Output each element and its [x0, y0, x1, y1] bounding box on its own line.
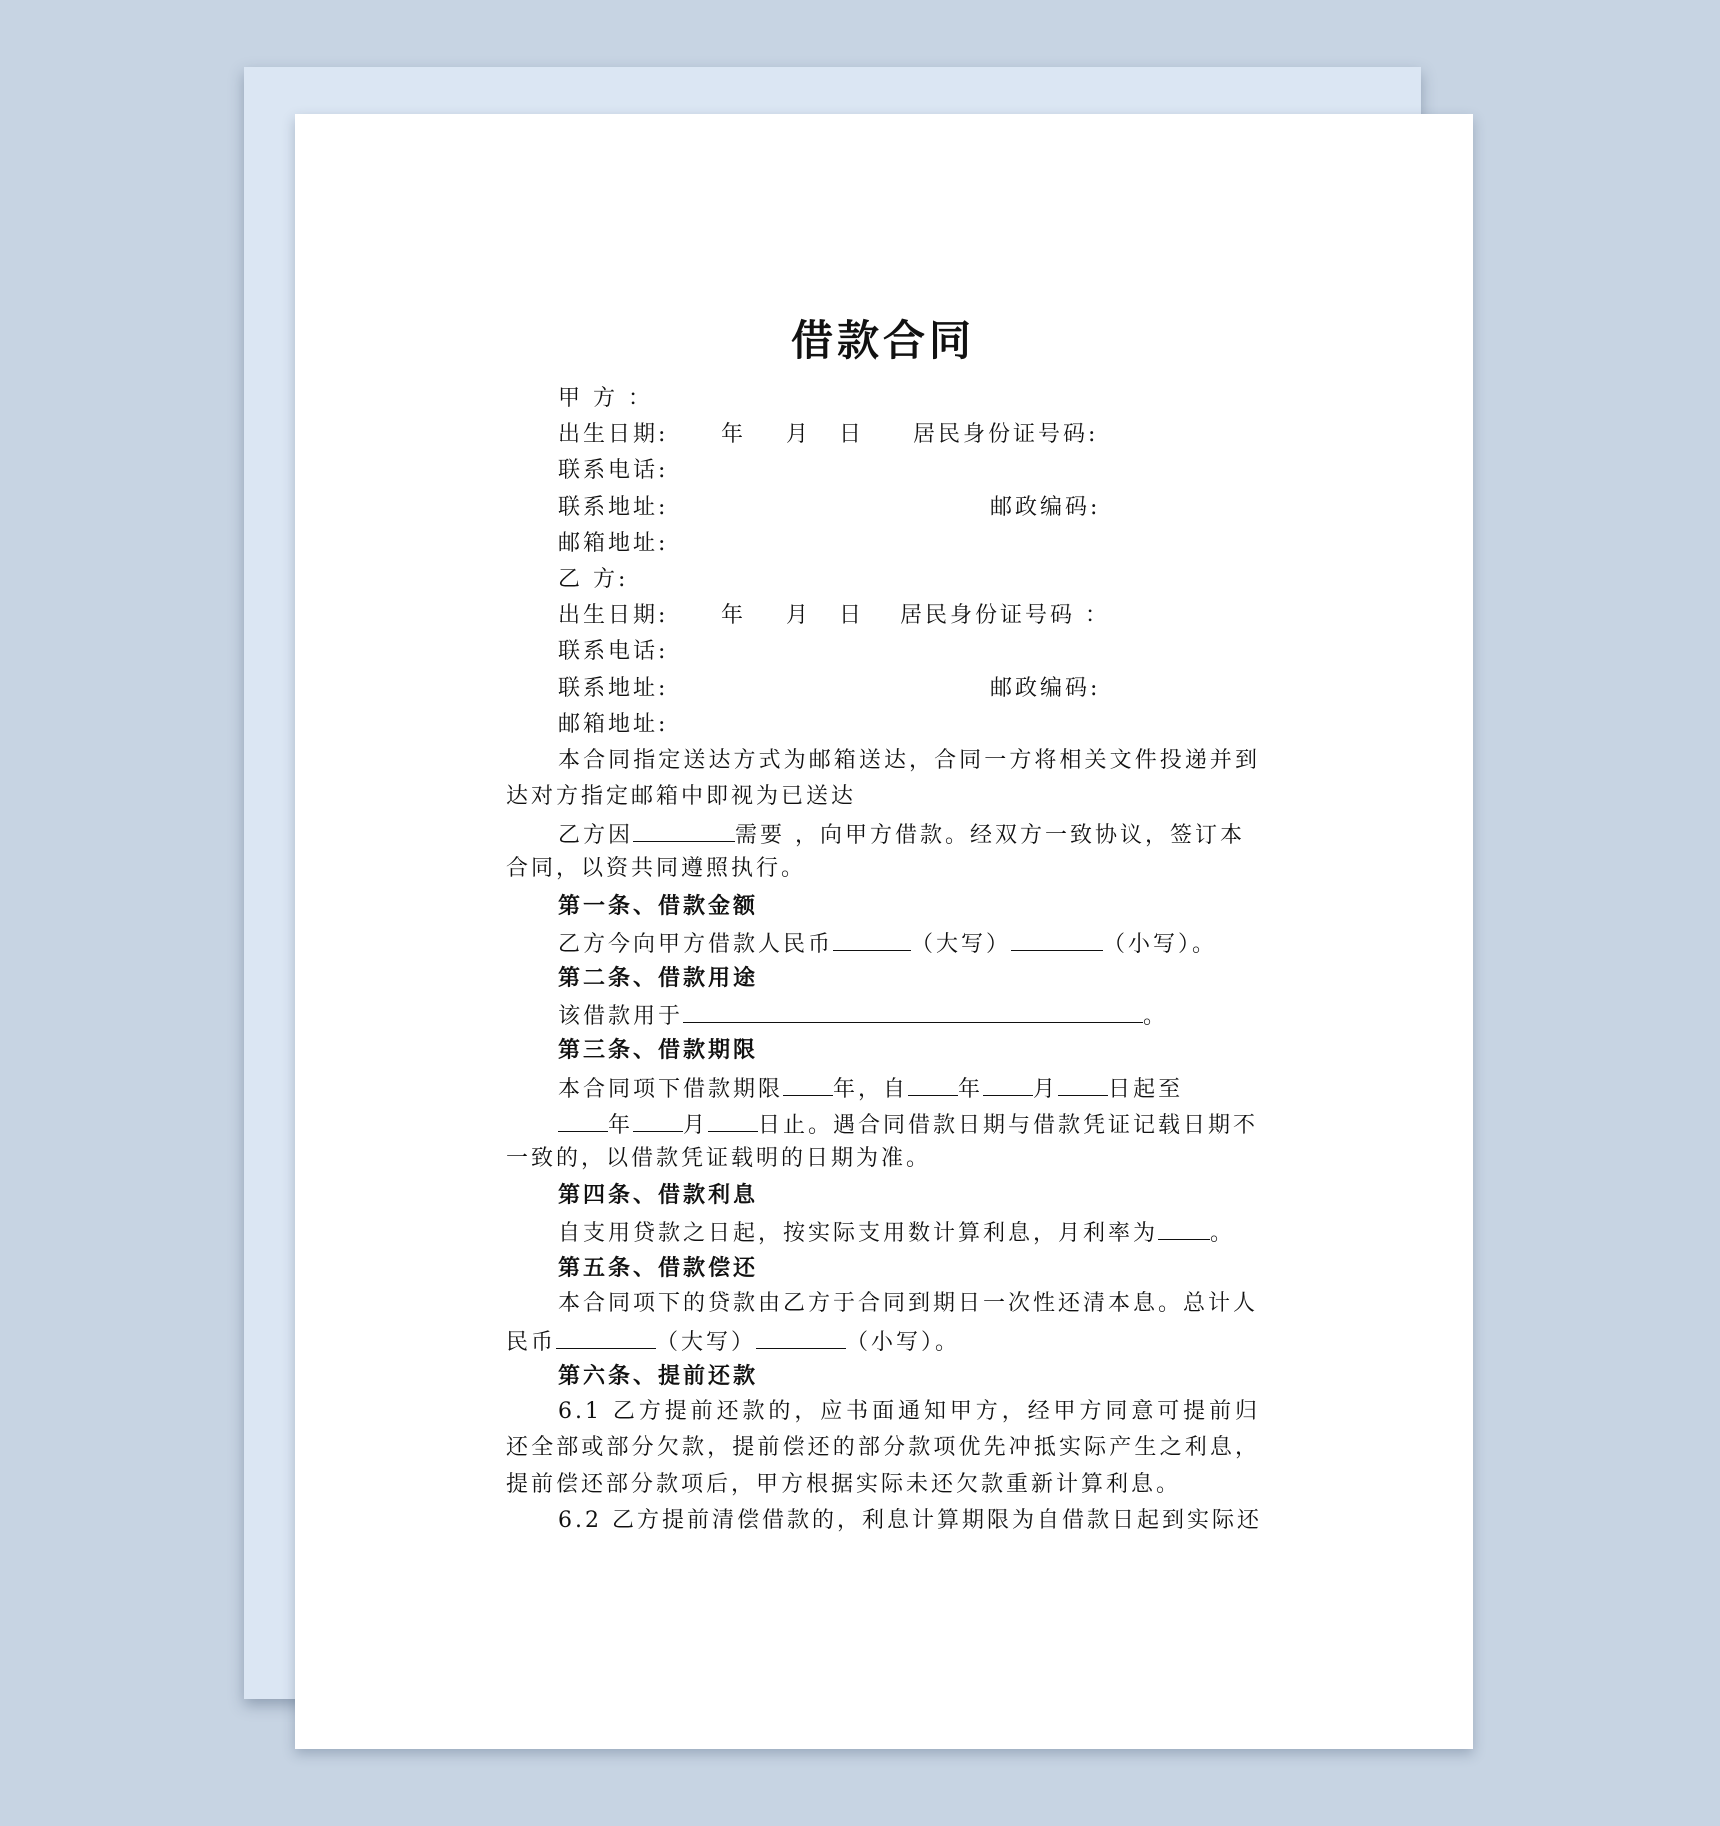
party-a-birth-label: 出生日期:: [558, 422, 669, 448]
amount-uppercase-blank: [833, 924, 911, 951]
article4-part-2: 。: [1210, 1221, 1236, 1247]
article3-p5: 日起至: [1108, 1076, 1184, 1102]
article6-clause-2: 6.2 乙方提前清偿借款的，利息计算期限为自借款日起到实际还: [558, 1507, 1262, 1533]
party-b-birth-row: [506, 598, 1260, 634]
article2-part-2: 。: [1143, 1004, 1169, 1030]
party-b-month: 月: [786, 603, 812, 629]
party-a-label: 甲 方 ：: [558, 386, 653, 411]
article3-p8: 日止。遇合同借款日期与借款凭证记载日期不: [758, 1112, 1259, 1138]
party-a-address-label: 联系地址:: [558, 494, 669, 520]
party-a-day: 日: [839, 422, 865, 448]
article5-part-1: 民币: [506, 1329, 557, 1355]
interest-rate-blank: [1158, 1213, 1210, 1240]
party-b-id-label: 居民身份证号码 ：: [900, 603, 1110, 629]
party-b-phone-label: 联系电话:: [558, 639, 669, 665]
article3-line-2: [506, 1105, 1260, 1141]
article1-part-1: 乙方今向甲方借款人民币: [558, 931, 834, 957]
purpose-blank: [633, 815, 735, 842]
intro-part-3: 合同，以资共同遵照执行。: [506, 856, 807, 882]
article6-heading: 第六条、提前还款: [558, 1363, 759, 1390]
article3-p4: 月: [1033, 1076, 1059, 1102]
start-month-blank: [983, 1069, 1033, 1096]
total-lowercase-blank: [756, 1322, 846, 1349]
usage-blank: [683, 996, 1143, 1023]
total-uppercase-blank: [556, 1322, 656, 1349]
end-year-blank: [558, 1105, 608, 1132]
party-a-year: 年: [721, 422, 747, 448]
end-day-blank: [708, 1105, 758, 1132]
party-a-month: 月: [786, 422, 812, 448]
article3-p2: 年，自: [833, 1076, 909, 1102]
article1-heading: 第一条、借款金额: [558, 892, 759, 919]
party-b-postcode-label: 邮政编码:: [990, 675, 1101, 701]
article3-p9: 一致的，以借款凭证载明的日期为准。: [506, 1145, 932, 1171]
article1-part-2: （大写）: [911, 931, 1012, 957]
party-a-address-row: [506, 490, 1260, 526]
article3-heading: 第三条、借款期限: [558, 1037, 759, 1064]
article3-line-1: [506, 1069, 1260, 1105]
article5-line-1: 本合同项下的贷款由乙方于合同到期日一次性还清本息。总计人: [558, 1290, 1259, 1316]
party-b-address-label: 联系地址:: [558, 675, 669, 701]
party-b-label: 乙 方:: [558, 566, 629, 592]
article2-part-1: 该借款用于: [558, 1004, 684, 1030]
party-b-email-label: 邮箱地址:: [558, 711, 669, 737]
party-a-email-label: 邮箱地址:: [558, 530, 669, 556]
start-day-blank: [1058, 1069, 1108, 1096]
article2-heading: 第二条、借款用途: [558, 965, 759, 992]
article1-part-3: （小写）。: [1103, 931, 1218, 957]
article5-part-3: （小写）。: [846, 1329, 961, 1355]
party-a-postcode-label: 邮政编码:: [990, 494, 1101, 520]
party-a-id-label: 居民身份证号码:: [913, 422, 1099, 448]
party-b-birth-label: 出生日期:: [558, 603, 669, 629]
intro-line-1: [506, 815, 1260, 851]
article4-part-1: 自支用贷款之日起，按实际支用数计算利息，月利率为: [558, 1221, 1159, 1247]
start-year-blank: [908, 1069, 958, 1096]
article3-p3: 年: [958, 1076, 984, 1102]
intro-part-2: 需要 ，向甲方借款。经双方一致协议，签订本: [735, 823, 1246, 849]
article3-p7: 月: [683, 1112, 709, 1138]
document-title: 借款合同: [790, 316, 975, 365]
article3-p1: 本合同项下借款期限: [558, 1076, 784, 1102]
intro-part-1: 乙方因: [558, 823, 634, 849]
delivery-clause: 本合同指定送达方式为邮箱送达，合同一方将相关文件投递并到达对方指定邮箱中即视为已送达: [506, 747, 1260, 810]
party-b-day: 日: [839, 603, 865, 629]
party-b-address-row: [506, 671, 1260, 707]
amount-lowercase-blank: [1011, 924, 1103, 951]
article3-p6: 年: [608, 1112, 634, 1138]
article5-heading: 第五条、借款偿还: [558, 1254, 759, 1281]
article4-text: [506, 1213, 1260, 1249]
article2-text: [506, 996, 1260, 1032]
article5-part-2: （大写）: [656, 1329, 757, 1355]
article4-heading: 第四条、借款利息: [558, 1182, 759, 1209]
party-b-year: 年: [721, 603, 747, 629]
article5-line-2: [506, 1322, 1260, 1358]
end-month-blank: [633, 1105, 683, 1132]
article1-text: [506, 924, 1260, 960]
contract-body: [506, 313, 1260, 1539]
party-a-phone-label: 联系电话:: [558, 458, 669, 484]
party-a-birth-row: [506, 417, 1260, 453]
term-years-blank: [783, 1069, 833, 1096]
article6-clause-1: 6.1 乙方提前还款的，应书面通知甲方，经甲方同意可提前归还全部或部分欠款，提前偿还的部分款项优先冲抵实际产生之利息，提前偿还部分款项后，甲方根据实际未还欠款重新计算利息。: [506, 1399, 1260, 1497]
